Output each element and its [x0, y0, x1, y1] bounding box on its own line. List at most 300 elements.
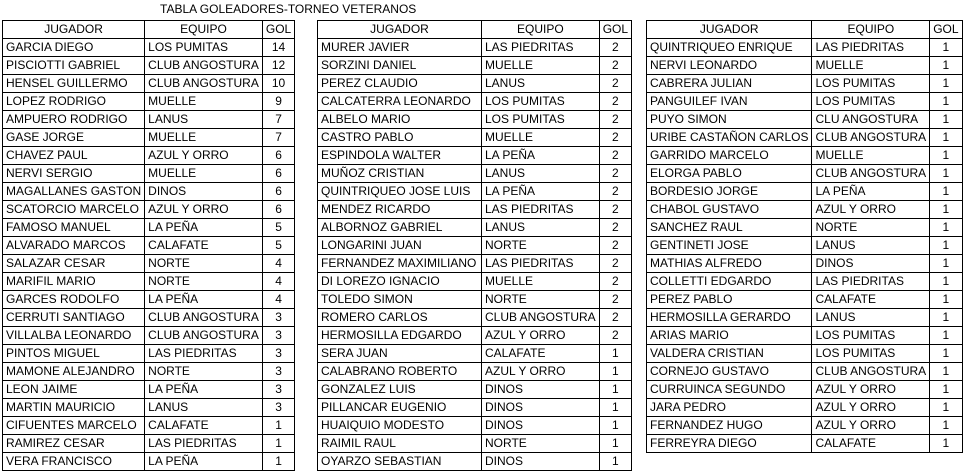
goals-cell: 2	[599, 75, 631, 93]
table-row	[3, 399, 295, 417]
table-row	[3, 201, 295, 219]
player-cell: COLLETTI EDGARDO	[647, 273, 812, 291]
player-cell: MATHIAS ALFREDO	[647, 255, 812, 273]
player-cell: AMPUERO RODRIGO	[3, 111, 145, 129]
table-row	[318, 165, 632, 183]
team-cell: CLUB ANGOSTURA	[482, 309, 600, 327]
team-cell: DINOS	[482, 453, 600, 471]
goals-cell: 1	[930, 183, 962, 201]
header-goals: GOL	[930, 21, 962, 39]
table-row	[318, 435, 632, 453]
header-row	[3, 21, 295, 39]
goals-cell: 1	[599, 399, 631, 417]
table-row	[318, 345, 632, 363]
goals-cell: 10	[262, 75, 294, 93]
table-row	[3, 453, 295, 471]
header-player: JUGADOR	[318, 21, 482, 39]
goals-cell: 14	[262, 39, 294, 57]
team-cell: LAS PIEDRITAS	[812, 273, 930, 291]
player-cell: RAIMIL RAUL	[318, 435, 482, 453]
table-row	[647, 399, 963, 417]
table-row	[647, 381, 963, 399]
team-cell: NORTE	[145, 363, 263, 381]
team-cell: MUELLE	[145, 93, 263, 111]
table-body	[647, 39, 963, 453]
goals-cell: 1	[930, 327, 962, 345]
player-cell: CHABOL GUSTAVO	[647, 201, 812, 219]
team-cell: NORTE	[482, 435, 600, 453]
table-row	[318, 219, 632, 237]
table-row	[3, 129, 295, 147]
team-cell: LOS PUMITAS	[145, 39, 263, 57]
player-cell: ESPINDOLA WALTER	[318, 147, 482, 165]
team-cell: CALAFATE	[145, 237, 263, 255]
team-cell: LA PEÑA	[812, 183, 930, 201]
player-cell: LOPEZ RODRIGO	[3, 93, 145, 111]
player-cell: CALCATERRA LEONARDO	[318, 93, 482, 111]
header-team: EQUIPO	[145, 21, 263, 39]
player-cell: QUINTRIQUEO ENRIQUE	[647, 39, 812, 57]
table-row	[647, 363, 963, 381]
player-cell: HERMOSILLA EDGARDO	[318, 327, 482, 345]
team-cell: MUELLE	[812, 147, 930, 165]
goals-cell: 4	[262, 291, 294, 309]
goals-cell: 1	[930, 435, 962, 453]
table-row	[647, 201, 963, 219]
team-cell: MUELLE	[482, 57, 600, 75]
goals-cell: 2	[599, 237, 631, 255]
table-row	[647, 327, 963, 345]
goals-cell: 2	[599, 309, 631, 327]
player-cell: LONGARINI JUAN	[318, 237, 482, 255]
team-cell: AZUL Y ORRO	[812, 201, 930, 219]
table-row	[318, 111, 632, 129]
player-cell: SCATORCIO MARCELO	[3, 201, 145, 219]
player-cell: CHAVEZ PAUL	[3, 147, 145, 165]
player-cell: MURER JAVIER	[318, 39, 482, 57]
player-cell: SANCHEZ RAUL	[647, 219, 812, 237]
table-row	[647, 111, 963, 129]
player-cell: JARA PEDRO	[647, 399, 812, 417]
goals-cell: 2	[599, 165, 631, 183]
goals-cell: 3	[262, 309, 294, 327]
player-cell: NERVI LEONARDO	[647, 57, 812, 75]
table-row	[647, 291, 963, 309]
player-cell: PILLANCAR EUGENIO	[318, 399, 482, 417]
team-cell: CALAFATE	[812, 291, 930, 309]
goals-cell: 5	[262, 237, 294, 255]
goals-cell: 6	[262, 147, 294, 165]
table-row	[318, 291, 632, 309]
table-row	[318, 399, 632, 417]
goals-cell: 1	[262, 435, 294, 453]
table-row	[3, 435, 295, 453]
table-row	[3, 273, 295, 291]
player-cell: FAMOSO MANUEL	[3, 219, 145, 237]
player-cell: GARRIDO MARCELO	[647, 147, 812, 165]
team-cell: LOS PUMITAS	[812, 345, 930, 363]
player-cell: CURRUINCA SEGUNDO	[647, 381, 812, 399]
goals-cell: 1	[930, 111, 962, 129]
goals-cell: 1	[930, 291, 962, 309]
table-row	[318, 327, 632, 345]
goals-cell: 1	[599, 453, 631, 471]
goals-cell: 7	[262, 111, 294, 129]
player-cell: DI LOREZO IGNACIO	[318, 273, 482, 291]
team-cell: LAS PIEDRITAS	[482, 201, 600, 219]
player-cell: GARCIA DIEGO	[3, 39, 145, 57]
table-row	[647, 165, 963, 183]
player-cell: FERREYRA DIEGO	[647, 435, 812, 453]
goals-cell: 4	[262, 273, 294, 291]
table-row	[318, 273, 632, 291]
table-row	[318, 237, 632, 255]
table-row	[318, 57, 632, 75]
team-cell: DINOS	[482, 381, 600, 399]
table-row	[3, 39, 295, 57]
team-cell: LOS PUMITAS	[812, 93, 930, 111]
goals-cell: 1	[930, 363, 962, 381]
goals-cell: 3	[262, 363, 294, 381]
goals-cell: 2	[599, 201, 631, 219]
goals-cell: 1	[930, 255, 962, 273]
player-cell: GENTINETI JOSE	[647, 237, 812, 255]
team-cell: LOS PUMITAS	[482, 93, 600, 111]
table-row	[3, 75, 295, 93]
goals-cell: 2	[599, 273, 631, 291]
table-row	[318, 363, 632, 381]
table-row	[3, 183, 295, 201]
team-cell: MUELLE	[145, 129, 263, 147]
scorers-table-1	[2, 20, 295, 471]
header-team: EQUIPO	[482, 21, 600, 39]
table-row	[3, 309, 295, 327]
goals-cell: 1	[930, 345, 962, 363]
player-cell: MAMONE ALEJANDRO	[3, 363, 145, 381]
player-cell: PINTOS MIGUEL	[3, 345, 145, 363]
table-row	[3, 291, 295, 309]
team-cell: NORTE	[145, 273, 263, 291]
table-row	[318, 183, 632, 201]
goals-cell: 6	[262, 201, 294, 219]
table-row	[647, 183, 963, 201]
player-cell: GONZALEZ LUIS	[318, 381, 482, 399]
goals-cell: 6	[262, 165, 294, 183]
table-row	[647, 219, 963, 237]
goals-cell: 3	[262, 327, 294, 345]
team-cell: MUELLE	[482, 273, 600, 291]
header-goals: GOL	[599, 21, 631, 39]
table-row	[318, 309, 632, 327]
table-row	[647, 237, 963, 255]
team-cell: LOS PUMITAS	[812, 327, 930, 345]
team-cell: DINOS	[145, 183, 263, 201]
team-cell: LAS PIEDRITAS	[482, 39, 600, 57]
team-cell: AZUL Y ORRO	[812, 417, 930, 435]
player-cell: SORZINI DANIEL	[318, 57, 482, 75]
team-cell: NORTE	[482, 291, 600, 309]
table-row	[318, 147, 632, 165]
team-cell: LA PEÑA	[145, 453, 263, 471]
table-row	[647, 129, 963, 147]
table-row	[3, 219, 295, 237]
goals-cell: 1	[930, 57, 962, 75]
team-cell: DINOS	[482, 417, 600, 435]
table-row	[647, 417, 963, 435]
table-row	[3, 237, 295, 255]
player-cell: MENDEZ RICARDO	[318, 201, 482, 219]
goals-cell: 7	[262, 129, 294, 147]
goals-cell: 3	[262, 381, 294, 399]
goals-cell: 5	[262, 219, 294, 237]
player-cell: OYARZO SEBASTIAN	[318, 453, 482, 471]
team-cell: LAS PIEDRITAS	[482, 255, 600, 273]
team-cell: LOS PUMITAS	[482, 111, 600, 129]
goals-cell: 2	[599, 39, 631, 57]
table-row	[3, 345, 295, 363]
table-row	[647, 93, 963, 111]
player-cell: FERNANDEZ HUGO	[647, 417, 812, 435]
header-goals: GOL	[262, 21, 294, 39]
table-row	[318, 453, 632, 471]
table-row	[318, 129, 632, 147]
team-cell: AZUL Y ORRO	[812, 381, 930, 399]
table-row	[647, 345, 963, 363]
team-cell: NORTE	[482, 237, 600, 255]
goals-cell: 2	[599, 291, 631, 309]
player-cell: URIBE CASTAÑON CARLOS	[647, 129, 812, 147]
team-cell: CALAFATE	[482, 345, 600, 363]
table-row	[647, 75, 963, 93]
team-cell: LANUS	[482, 75, 600, 93]
player-cell: SALAZAR CESAR	[3, 255, 145, 273]
player-cell: PEREZ PABLO	[647, 291, 812, 309]
table-body	[3, 39, 295, 471]
team-cell: AZUL Y ORRO	[482, 327, 600, 345]
player-cell: PANGUILEF IVAN	[647, 93, 812, 111]
header-player: JUGADOR	[647, 21, 812, 39]
team-cell: LAS PIEDRITAS	[145, 345, 263, 363]
team-cell: LAS PIEDRITAS	[145, 435, 263, 453]
team-cell: LA PEÑA	[145, 219, 263, 237]
goals-cell: 9	[262, 93, 294, 111]
goals-cell: 1	[930, 219, 962, 237]
goals-cell: 1	[930, 381, 962, 399]
goals-cell: 1	[599, 417, 631, 435]
player-cell: VILLALBA LEONARDO	[3, 327, 145, 345]
header-row	[318, 21, 632, 39]
team-cell: LANUS	[145, 111, 263, 129]
table-row	[3, 327, 295, 345]
goals-cell: 2	[599, 93, 631, 111]
header-team: EQUIPO	[812, 21, 930, 39]
table-row	[3, 111, 295, 129]
goals-cell: 1	[930, 399, 962, 417]
player-cell: BORDESIO JORGE	[647, 183, 812, 201]
team-cell: CLU ANGOSTURA	[812, 111, 930, 129]
table-row	[3, 57, 295, 75]
team-cell: AZUL Y ORRO	[482, 363, 600, 381]
table-row	[3, 147, 295, 165]
goals-cell: 1	[930, 309, 962, 327]
goals-cell: 2	[599, 327, 631, 345]
player-cell: CASTRO PABLO	[318, 129, 482, 147]
player-cell: NERVI SERGIO	[3, 165, 145, 183]
player-cell: GASE JORGE	[3, 129, 145, 147]
team-cell: LA PEÑA	[482, 147, 600, 165]
team-cell: MUELLE	[812, 57, 930, 75]
team-cell: LANUS	[145, 399, 263, 417]
player-cell: CALABRANO ROBERTO	[318, 363, 482, 381]
team-cell: LA PEÑA	[145, 291, 263, 309]
team-cell: CALAFATE	[812, 435, 930, 453]
player-cell: CORNEJO GUSTAVO	[647, 363, 812, 381]
team-cell: CLUB ANGOSTURA	[812, 129, 930, 147]
team-cell: LANUS	[812, 237, 930, 255]
team-cell: LANUS	[482, 165, 600, 183]
team-cell: LANUS	[482, 219, 600, 237]
table-row	[647, 255, 963, 273]
table-row	[647, 147, 963, 165]
goals-cell: 1	[599, 363, 631, 381]
player-cell: SERA JUAN	[318, 345, 482, 363]
goals-cell: 2	[599, 255, 631, 273]
table-row	[647, 273, 963, 291]
scorers-table-2	[317, 20, 632, 471]
goals-cell: 1	[930, 129, 962, 147]
goals-cell: 1	[930, 147, 962, 165]
header-row	[647, 21, 963, 39]
team-cell: LAS PIEDRITAS	[812, 39, 930, 57]
goals-cell: 1	[930, 237, 962, 255]
team-cell: CLUB ANGOSTURA	[145, 327, 263, 345]
goals-cell: 1	[930, 39, 962, 57]
player-cell: PISCIOTTI GABRIEL	[3, 57, 145, 75]
player-cell: VALDERA CRISTIAN	[647, 345, 812, 363]
table-row	[318, 39, 632, 57]
table-row	[647, 309, 963, 327]
player-cell: FERNANDEZ MAXIMILIANO	[318, 255, 482, 273]
team-cell: DINOS	[812, 255, 930, 273]
team-cell: CLUB ANGOSTURA	[145, 309, 263, 327]
goals-cell: 4	[262, 255, 294, 273]
table-row	[318, 75, 632, 93]
player-cell: HENSEL GUILLERMO	[3, 75, 145, 93]
team-cell: MUELLE	[145, 165, 263, 183]
goals-cell: 1	[930, 417, 962, 435]
table-row	[3, 255, 295, 273]
player-cell: CERRUTI SANTIAGO	[3, 309, 145, 327]
table-row	[3, 381, 295, 399]
table-row	[318, 93, 632, 111]
team-cell: LOS PUMITAS	[812, 75, 930, 93]
team-cell: LA PEÑA	[482, 183, 600, 201]
goals-cell: 1	[930, 273, 962, 291]
player-cell: MAGALLANES GASTON	[3, 183, 145, 201]
scorers-table-3	[646, 20, 963, 453]
player-cell: GARCES RODOLFO	[3, 291, 145, 309]
player-cell: CABRERA JULIAN	[647, 75, 812, 93]
player-cell: MARTIN MAURICIO	[3, 399, 145, 417]
table-body	[318, 39, 632, 471]
table-row	[318, 381, 632, 399]
team-cell: MUELLE	[482, 129, 600, 147]
team-cell: CALAFATE	[145, 417, 263, 435]
table-row	[3, 417, 295, 435]
player-cell: RAMIREZ CESAR	[3, 435, 145, 453]
table-row	[647, 57, 963, 75]
goals-cell: 2	[599, 57, 631, 75]
team-cell: AZUL Y ORRO	[812, 399, 930, 417]
player-cell: ROMERO CARLOS	[318, 309, 482, 327]
player-cell: ALVARADO MARCOS	[3, 237, 145, 255]
player-cell: ALBORNOZ GABRIEL	[318, 219, 482, 237]
table-row	[647, 39, 963, 57]
table-row	[318, 255, 632, 273]
goals-cell: 1	[262, 417, 294, 435]
table-row	[3, 93, 295, 111]
goals-cell: 1	[930, 201, 962, 219]
team-cell: CLUB ANGOSTURA	[145, 57, 263, 75]
team-cell: CLUB ANGOSTURA	[812, 165, 930, 183]
goals-cell: 12	[262, 57, 294, 75]
goals-cell: 3	[262, 399, 294, 417]
team-cell: AZUL Y ORRO	[145, 147, 263, 165]
player-cell: HUAIQUIO MODESTO	[318, 417, 482, 435]
goals-cell: 1	[599, 435, 631, 453]
team-cell: NORTE	[812, 219, 930, 237]
header-player: JUGADOR	[3, 21, 145, 39]
table-row	[3, 165, 295, 183]
table-row	[318, 417, 632, 435]
goals-cell: 2	[599, 111, 631, 129]
player-cell: LEON JAIME	[3, 381, 145, 399]
player-cell: ALBELO MARIO	[318, 111, 482, 129]
player-cell: ELORGA PABLO	[647, 165, 812, 183]
goals-cell: 2	[599, 219, 631, 237]
table-row	[3, 363, 295, 381]
team-cell: LANUS	[812, 309, 930, 327]
player-cell: TOLEDO SIMON	[318, 291, 482, 309]
goals-cell: 1	[930, 93, 962, 111]
goals-cell: 1	[262, 453, 294, 471]
table-row	[647, 435, 963, 453]
table-row	[318, 201, 632, 219]
goals-cell: 2	[599, 129, 631, 147]
goals-cell: 6	[262, 183, 294, 201]
sheet-title: TABLA GOLEADORES-TORNEO VETERANOS	[160, 2, 417, 16]
player-cell: VERA FRANCISCO	[3, 453, 145, 471]
goals-cell: 2	[599, 183, 631, 201]
team-cell: DINOS	[482, 399, 600, 417]
player-cell: MARIFIL MARIO	[3, 273, 145, 291]
player-cell: PUYO SIMON	[647, 111, 812, 129]
player-cell: CIFUENTES MARCELO	[3, 417, 145, 435]
goals-cell: 1	[599, 345, 631, 363]
player-cell: QUINTRIQUEO JOSE LUIS	[318, 183, 482, 201]
team-cell: NORTE	[145, 255, 263, 273]
goals-cell: 2	[599, 147, 631, 165]
team-cell: LA PEÑA	[145, 381, 263, 399]
player-cell: ARIAS MARIO	[647, 327, 812, 345]
player-cell: MUÑOZ CRISTIAN	[318, 165, 482, 183]
player-cell: HERMOSILLA GERARDO	[647, 309, 812, 327]
team-cell: AZUL Y ORRO	[145, 201, 263, 219]
team-cell: CLUB ANGOSTURA	[145, 75, 263, 93]
goals-cell: 3	[262, 345, 294, 363]
player-cell: PEREZ CLAUDIO	[318, 75, 482, 93]
goals-cell: 1	[930, 165, 962, 183]
